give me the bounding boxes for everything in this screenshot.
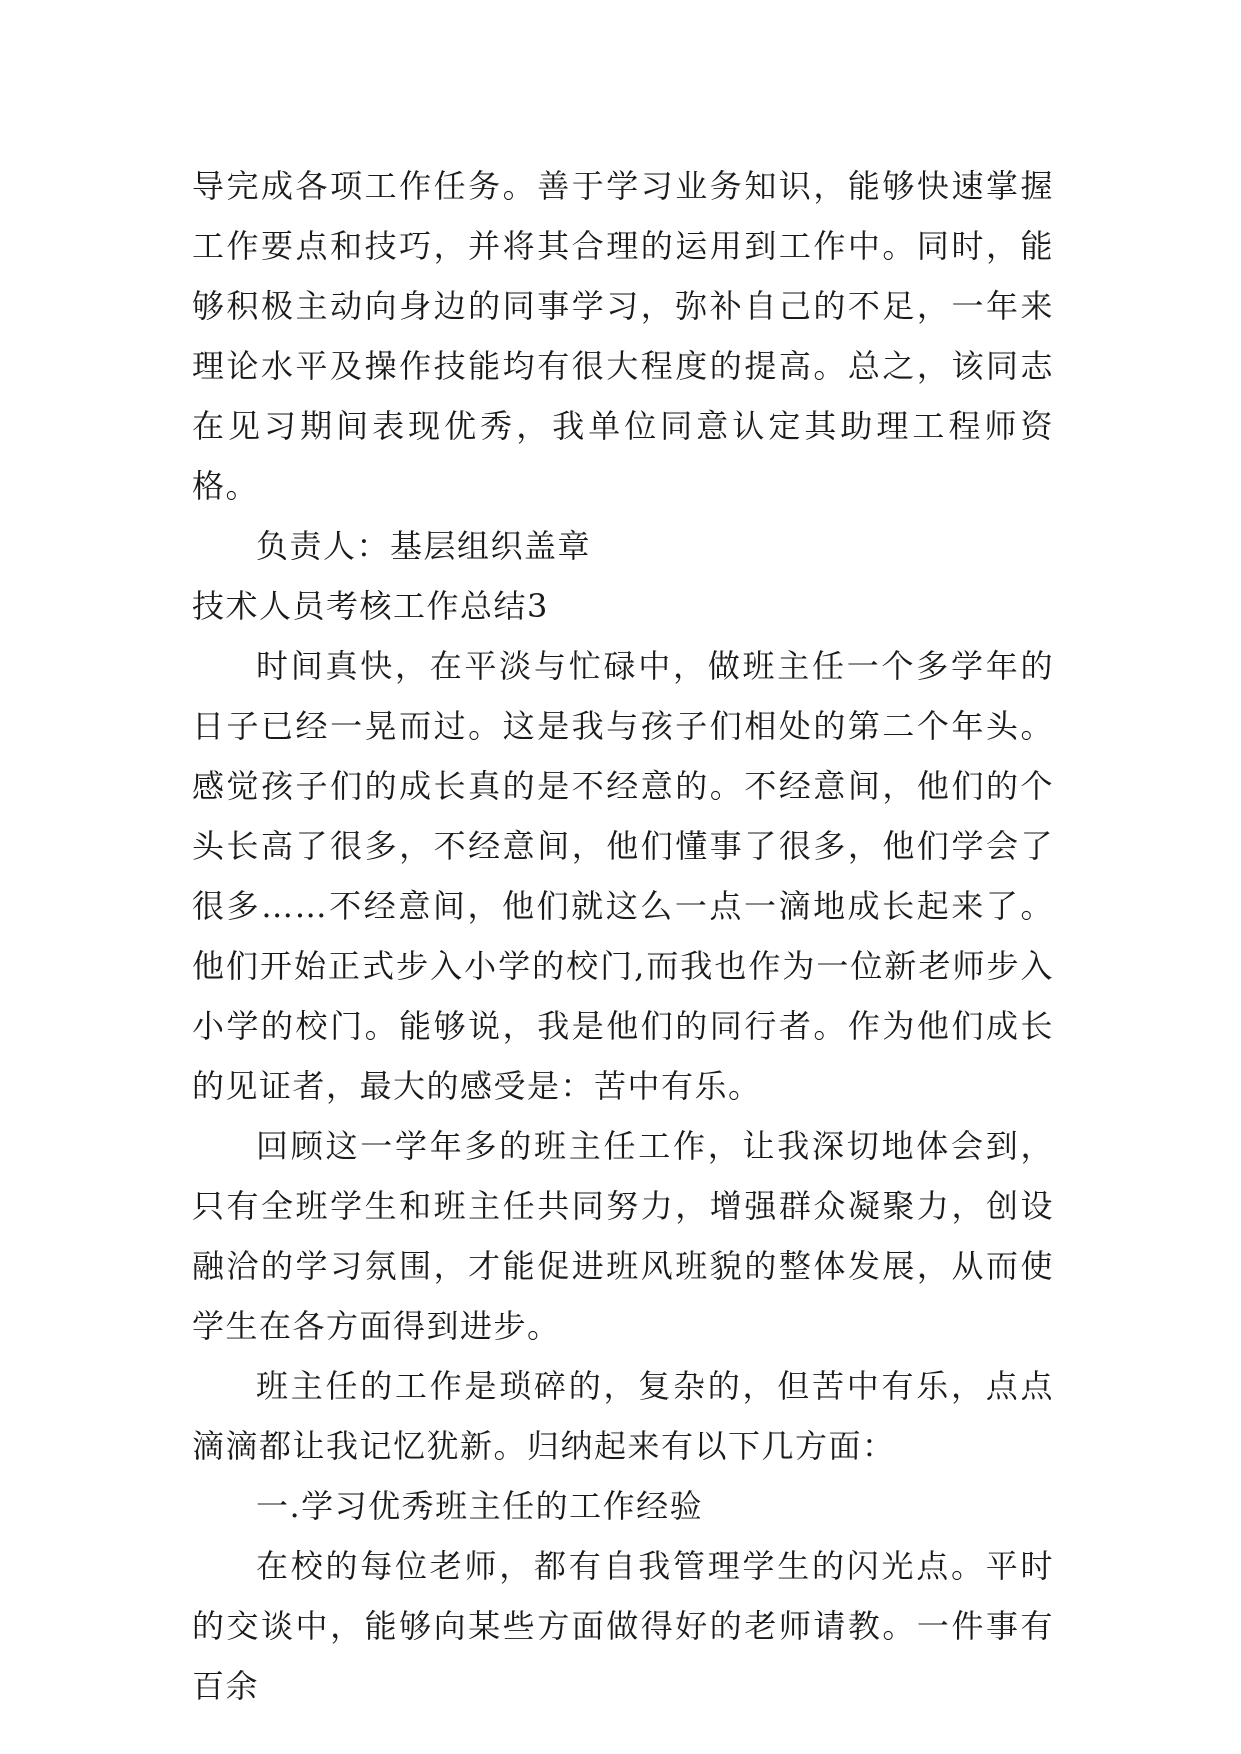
paragraph-summary: 班主任的工作是琐碎的，复杂的，但苦中有乐，点点滴滴都让我记忆犹新。归纳起来有以下几方面：	[192, 1367, 1054, 1465]
paragraph-learning: 在校的每位老师，都有自我管理学生的闪光点。平时的交谈中，能够向某些方面做得好的老师请教。一件事有百余	[192, 1547, 1054, 1705]
document-body	[192, 156, 1054, 1716]
section-title: 技术人员考核工作总结3	[192, 587, 549, 625]
subheading-learning: 一.学习优秀班主任的工作经验	[256, 1487, 704, 1525]
paragraph-signature-line: 负责人：基层组织盖章	[256, 527, 592, 565]
paragraph-review: 回顾这一学年多的班主任工作，让我深切地体会到，只有全班学生和班主任共同努力，增强群众凝聚力，创设融洽的学习氛围，才能促进班风班貌的整体发展，从而使学生在各方面得到进步。	[192, 1127, 1054, 1345]
paragraph-evaluation-conclusion: 导完成各项工作任务。善于学习业务知识，能够快速掌握工作要点和技巧，并将其合理的运用到工作中。同时，能够积极主动向身边的同事学习，弥补自己的不足，一年来理论水平及操作技能均有很大程度的提高。总之，该同志在见习期间表现优秀，我单位同意认定其助理工程师资格。	[192, 167, 1054, 505]
paragraph-intro: 时间真快，在平淡与忙碌中，做班主任一个多学年的日子已经一晃而过。这是我与孩子们相处的第二个年头。感觉孩子们的成长真的是不经意的。不经意间，他们的个头长高了很多，不经意间，他们懂事了很多，他们学会了很多……不经意间，他们就这么一点一滴地成长起来了。他们开始正式步入小学的校门,而我也作为一位新老师步入小学的校门。能够说，我是他们的同行者。作为他们成长的见证者，最大的感受是：苦中有乐。	[192, 647, 1054, 1105]
